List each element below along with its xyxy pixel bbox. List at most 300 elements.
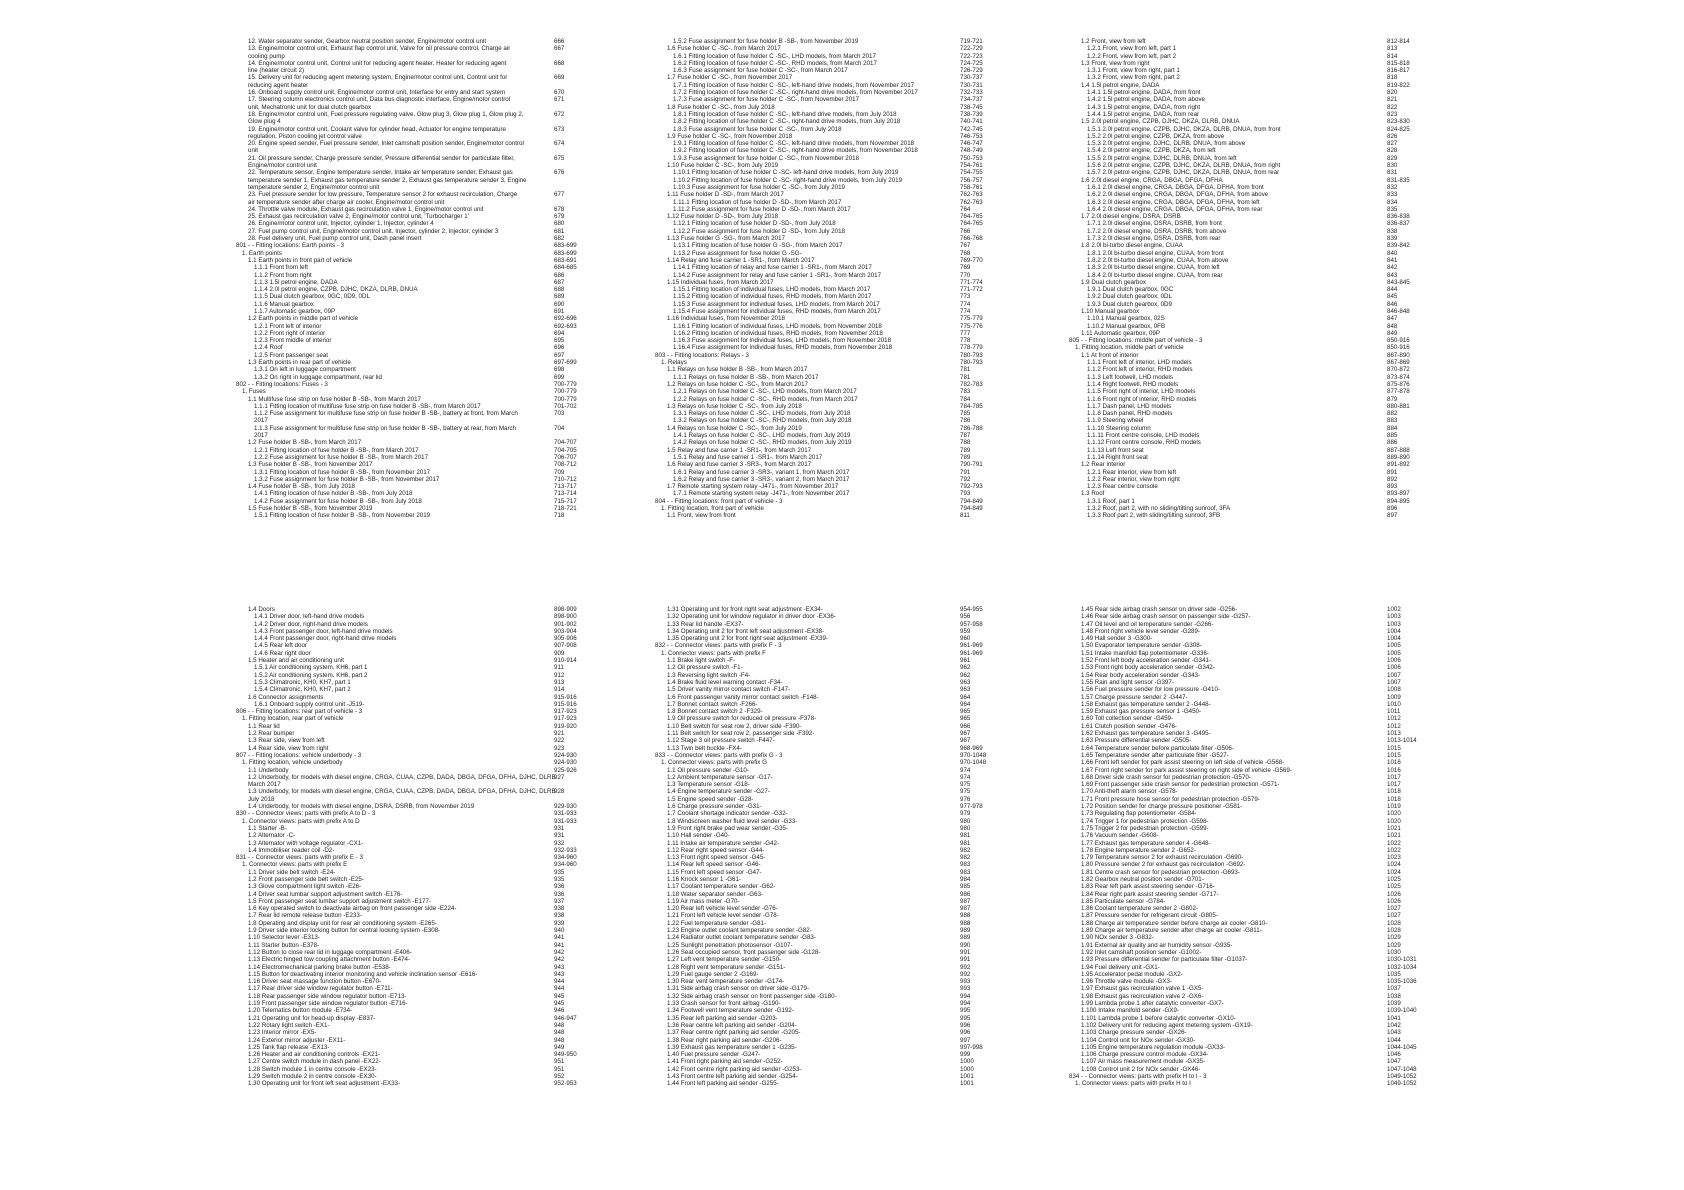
toc-entry-row[interactable] [655, 715, 995, 722]
toc-entry-row[interactable] [236, 949, 581, 956]
toc-entry-row[interactable] [655, 628, 995, 635]
toc-entry-row[interactable] [1069, 905, 1414, 912]
toc-entry-row[interactable] [1069, 942, 1414, 949]
toc-entry-row[interactable] [1069, 767, 1414, 774]
toc-entry-row[interactable] [655, 781, 995, 788]
toc-entry-row[interactable] [1069, 854, 1414, 861]
toc-entry-row[interactable] [655, 250, 995, 257]
toc-entry-row[interactable] [655, 439, 995, 446]
toc-entry-row[interactable] [1069, 155, 1414, 162]
toc-entry-row[interactable] [655, 1066, 995, 1073]
toc-entry-row[interactable] [236, 359, 581, 366]
toc-entry-row[interactable] [655, 1073, 995, 1080]
toc-section-row[interactable] [236, 242, 581, 249]
toc-entry-row[interactable] [655, 301, 995, 308]
toc-section-row[interactable] [236, 810, 581, 817]
toc-entry-row[interactable] [236, 701, 581, 708]
toc-entry-row[interactable] [236, 257, 581, 264]
toc-entry-row[interactable] [655, 191, 995, 198]
toc-entry-row[interactable] [1069, 796, 1414, 803]
toc-entry-row[interactable] [1069, 818, 1414, 825]
toc-entry-row[interactable] [655, 891, 995, 898]
toc-entry-row[interactable] [655, 490, 995, 497]
toc-entry-row[interactable] [236, 308, 581, 315]
toc-entry-row[interactable] [236, 220, 581, 227]
toc-entry-row[interactable] [655, 1007, 995, 1014]
toc-entry-row[interactable] [1069, 869, 1414, 876]
toc-entry-row[interactable] [1069, 286, 1414, 293]
toc-entry-row[interactable] [1069, 840, 1414, 847]
toc-entry-row[interactable] [236, 469, 581, 476]
toc-entry-row[interactable] [655, 788, 995, 795]
toc-entry-row[interactable] [655, 359, 995, 366]
toc-section-row[interactable] [655, 752, 995, 759]
toc-entry-row[interactable] [236, 650, 581, 657]
toc-entry-row[interactable] [236, 447, 581, 454]
toc-entry-row[interactable] [1069, 715, 1414, 722]
toc-entry-row[interactable] [655, 905, 995, 912]
toc-entry-row[interactable] [1069, 803, 1414, 810]
toc-entry-row[interactable] [1069, 366, 1414, 373]
toc-entry-row[interactable] [655, 723, 995, 730]
toc-entry-row[interactable] [655, 96, 995, 103]
toc-entry-row[interactable] [1069, 861, 1414, 868]
toc-entry-row[interactable] [236, 715, 581, 722]
toc-entry-row[interactable] [236, 199, 581, 206]
toc-entry-row[interactable] [655, 323, 995, 330]
toc-entry-row[interactable] [1069, 220, 1414, 227]
toc-entry-row[interactable] [655, 140, 995, 147]
toc-entry-row[interactable] [655, 818, 995, 825]
toc-entry-row[interactable] [1069, 664, 1414, 671]
toc-entry-row[interactable] [655, 111, 995, 118]
toc-entry-row[interactable] [1069, 883, 1414, 890]
toc-entry-row[interactable] [236, 818, 581, 825]
toc-entry-row[interactable] [1069, 679, 1414, 686]
toc-entry-row[interactable] [236, 344, 581, 351]
toc-entry-row[interactable] [1069, 825, 1414, 832]
toc-entry-row[interactable] [236, 723, 581, 730]
toc-entry-row[interactable] [1069, 774, 1414, 781]
toc-entry-row[interactable] [1069, 381, 1414, 388]
toc-entry-row[interactable] [655, 978, 995, 985]
toc-entry-row[interactable] [236, 177, 581, 184]
toc-entry-row[interactable] [655, 126, 995, 133]
toc-entry-row[interactable] [1069, 82, 1414, 89]
toc-section-row[interactable] [236, 708, 581, 715]
toc-entry-row[interactable] [1069, 912, 1414, 919]
toc-entry-row[interactable] [655, 694, 995, 701]
toc-entry-row[interactable] [655, 956, 995, 963]
toc-entry-row[interactable] [1069, 191, 1414, 198]
toc-entry-row[interactable] [236, 82, 581, 89]
toc-entry-row[interactable] [236, 337, 581, 344]
toc-entry-row[interactable] [1069, 45, 1414, 52]
toc-entry-row[interactable] [1069, 1065, 1417, 1073]
toc-entry-row[interactable] [1069, 461, 1414, 468]
toc-entry-row[interactable] [655, 199, 995, 206]
toc-entry-row[interactable] [655, 220, 995, 227]
toc-entry-row[interactable] [1069, 403, 1414, 410]
toc-entry-row[interactable] [655, 708, 995, 715]
toc-entry-row[interactable] [236, 89, 581, 96]
toc-entry-row[interactable] [236, 956, 581, 963]
toc-entry-row[interactable] [655, 45, 995, 52]
toc-entry-row[interactable] [655, 374, 995, 381]
toc-entry-row[interactable] [655, 759, 995, 766]
toc-entry-row[interactable] [1069, 483, 1414, 490]
toc-entry-row[interactable] [1069, 657, 1414, 664]
toc-entry-row[interactable] [236, 272, 581, 279]
toc-entry-row[interactable] [236, 74, 581, 81]
toc-entry-row[interactable] [236, 293, 581, 300]
toc-entry-row[interactable] [655, 447, 995, 454]
toc-entry-row[interactable] [655, 133, 995, 140]
toc-entry-row[interactable] [1069, 490, 1414, 497]
toc-section-row[interactable] [1069, 337, 1414, 344]
toc-entry-row[interactable] [236, 235, 581, 242]
toc-entry-row[interactable] [236, 366, 581, 373]
toc-entry-row[interactable] [655, 228, 995, 235]
toc-entry-row[interactable] [1069, 920, 1414, 927]
toc-entry-row[interactable] [236, 315, 581, 322]
toc-entry-row[interactable] [655, 257, 995, 264]
toc-entry-row[interactable] [1069, 96, 1414, 103]
toc-entry-row[interactable] [236, 454, 581, 461]
toc-entry-row[interactable] [1069, 454, 1414, 461]
toc-entry-row[interactable] [655, 476, 995, 483]
toc-entry-row[interactable] [236, 1007, 581, 1014]
toc-entry-row[interactable] [655, 883, 995, 890]
toc-entry-row[interactable] [236, 162, 581, 169]
toc-entry-row[interactable] [655, 213, 995, 220]
toc-entry-row[interactable] [655, 388, 995, 395]
toc-entry-row[interactable] [655, 38, 995, 45]
toc-entry-row[interactable] [236, 1058, 581, 1065]
toc-entry-row[interactable] [236, 374, 581, 381]
toc-entry-row[interactable] [1069, 978, 1417, 986]
toc-entry-row[interactable] [236, 388, 581, 395]
toc-entry-row[interactable] [655, 942, 995, 949]
toc-entry-row[interactable] [236, 461, 581, 468]
toc-entry-row[interactable] [1069, 512, 1414, 519]
toc-entry-row[interactable] [655, 53, 995, 60]
toc-entry-row[interactable] [236, 730, 581, 737]
toc-entry-row[interactable] [236, 737, 581, 744]
toc-entry-row[interactable] [655, 854, 995, 861]
toc-entry-row[interactable] [236, 898, 581, 905]
toc-entry-row[interactable] [1069, 1015, 1414, 1022]
toc-entry-row[interactable] [236, 140, 581, 147]
toc-entry-row[interactable] [655, 272, 995, 279]
toc-entry-row[interactable] [236, 635, 581, 642]
toc-entry-row[interactable] [236, 410, 581, 417]
toc-section-row[interactable] [655, 642, 995, 649]
toc-entry-row[interactable] [655, 927, 995, 934]
toc-entry-row[interactable] [1069, 330, 1414, 337]
toc-entry-row[interactable] [1069, 264, 1414, 271]
toc-entry-row[interactable] [236, 657, 581, 664]
toc-entry-row[interactable] [655, 657, 995, 664]
toc-entry-row[interactable] [1069, 1022, 1414, 1029]
toc-entry-row[interactable] [236, 825, 581, 832]
toc-entry-row[interactable] [1069, 745, 1414, 752]
toc-entry-row[interactable] [236, 96, 581, 103]
toc-entry-row[interactable] [236, 1029, 581, 1036]
toc-entry-row[interactable] [655, 461, 995, 468]
toc-entry-row[interactable] [236, 1051, 581, 1058]
toc-entry-row[interactable] [1069, 730, 1414, 737]
toc-entry-row[interactable] [1069, 447, 1414, 454]
toc-entry-row[interactable] [655, 235, 995, 242]
toc-entry-row[interactable] [655, 206, 995, 213]
toc-entry-row[interactable] [236, 861, 581, 868]
toc-entry-row[interactable] [236, 672, 581, 679]
toc-entry-row[interactable] [236, 250, 581, 257]
toc-entry-row[interactable] [1069, 396, 1414, 403]
toc-entry-row[interactable] [236, 803, 581, 810]
toc-entry-row[interactable] [236, 490, 581, 497]
toc-entry-row[interactable] [236, 67, 581, 74]
toc-entry-row[interactable] [1069, 1029, 1414, 1036]
toc-entry-row[interactable] [236, 1022, 581, 1029]
toc-entry-row[interactable] [1069, 89, 1414, 96]
toc-entry-row[interactable] [655, 425, 995, 432]
toc-section-row[interactable] [1069, 1073, 1417, 1080]
toc-entry-row[interactable] [655, 505, 995, 512]
toc-entry-row[interactable] [236, 912, 581, 919]
toc-entry-row[interactable] [236, 498, 581, 505]
toc-entry-row[interactable] [655, 1000, 995, 1007]
toc-entry-row[interactable] [655, 381, 995, 388]
toc-entry-row[interactable] [655, 767, 995, 774]
toc-entry-row[interactable] [236, 927, 581, 934]
toc-entry-row[interactable] [1069, 1058, 1414, 1065]
toc-entry-row[interactable] [655, 1015, 995, 1022]
toc-entry-row[interactable] [655, 60, 995, 67]
toc-entry-row[interactable] [236, 613, 581, 620]
toc-entry-row[interactable] [236, 694, 581, 701]
toc-entry-row[interactable] [236, 323, 581, 330]
toc-entry-row[interactable] [1069, 788, 1414, 795]
toc-entry-row[interactable] [236, 206, 581, 213]
toc-entry-row[interactable] [655, 1022, 995, 1029]
toc-entry-row[interactable] [1069, 993, 1414, 1000]
toc-entry-row[interactable] [1069, 67, 1414, 74]
toc-entry-row[interactable] [236, 891, 581, 898]
toc-entry-row[interactable] [236, 964, 581, 971]
toc-entry-row[interactable] [236, 111, 581, 118]
toc-entry-row[interactable] [1069, 737, 1417, 745]
toc-entry-row[interactable] [236, 1044, 581, 1051]
toc-entry-row[interactable] [655, 1037, 995, 1044]
toc-entry-row[interactable] [1069, 228, 1414, 235]
toc-entry-row[interactable] [1069, 1051, 1414, 1058]
toc-entry-row[interactable] [655, 279, 995, 286]
toc-entry-row[interactable] [236, 286, 581, 293]
toc-entry-row[interactable] [655, 985, 995, 992]
toc-entry-row[interactable] [655, 169, 995, 176]
toc-entry-row[interactable] [1069, 628, 1414, 635]
toc-section-row[interactable] [236, 854, 581, 861]
toc-entry-row[interactable] [655, 330, 995, 337]
toc-entry-row[interactable] [1069, 133, 1414, 140]
toc-section-row[interactable] [655, 352, 995, 359]
toc-entry-row[interactable] [236, 301, 581, 308]
toc-entry-row[interactable] [1069, 301, 1414, 308]
toc-entry-row[interactable] [236, 905, 581, 912]
toc-entry-row[interactable] [236, 133, 581, 140]
toc-entry-row[interactable] [1069, 257, 1414, 264]
toc-entry-row[interactable] [1069, 642, 1414, 649]
toc-entry-row[interactable] [236, 934, 581, 941]
toc-entry-row[interactable] [655, 679, 995, 686]
toc-entry-row[interactable] [655, 118, 995, 125]
toc-entry-row[interactable] [655, 432, 995, 439]
toc-entry-row[interactable] [655, 832, 995, 839]
toc-entry-row[interactable] [655, 774, 995, 781]
toc-entry-row[interactable] [236, 396, 581, 403]
toc-entry-row[interactable] [236, 847, 581, 854]
toc-entry-row[interactable] [236, 191, 581, 198]
toc-entry-row[interactable] [1069, 927, 1414, 934]
toc-entry-row[interactable] [655, 635, 995, 642]
toc-entry-row[interactable] [655, 796, 995, 803]
toc-entry-row[interactable] [1069, 374, 1414, 381]
toc-entry-row[interactable] [655, 898, 995, 905]
toc-entry-row[interactable] [236, 439, 581, 446]
toc-entry-row[interactable] [1069, 963, 1417, 971]
toc-entry-row[interactable] [236, 1080, 581, 1087]
toc-entry-row[interactable] [1069, 876, 1414, 883]
toc-entry-row[interactable] [1069, 184, 1414, 191]
toc-entry-row[interactable] [655, 1044, 995, 1051]
toc-entry-row[interactable] [1069, 686, 1414, 693]
toc-entry-row[interactable] [236, 606, 581, 613]
toc-entry-row[interactable] [655, 1051, 995, 1058]
toc-entry-row[interactable] [1069, 235, 1414, 242]
toc-entry-row[interactable] [236, 1073, 581, 1080]
toc-entry-row[interactable] [236, 876, 581, 883]
toc-entry-row[interactable] [236, 985, 581, 992]
toc-entry-row[interactable] [655, 810, 995, 817]
toc-entry-row[interactable] [655, 1080, 995, 1087]
toc-entry-row[interactable] [655, 104, 995, 111]
toc-entry-row[interactable] [236, 147, 581, 154]
toc-entry-row[interactable] [236, 832, 581, 839]
toc-section-row[interactable] [236, 381, 581, 388]
toc-entry-row[interactable] [236, 60, 581, 67]
toc-entry-row[interactable] [1069, 118, 1414, 125]
toc-entry-row[interactable] [655, 344, 995, 351]
toc-section-row[interactable] [655, 498, 995, 505]
toc-entry-row[interactable] [236, 1037, 581, 1044]
toc-entry-row[interactable] [1069, 308, 1414, 315]
toc-entry-row[interactable] [1069, 613, 1414, 620]
toc-entry-row[interactable] [236, 432, 581, 439]
toc-entry-row[interactable] [655, 67, 995, 74]
toc-entry-row[interactable] [655, 825, 995, 832]
toc-entry-row[interactable] [1069, 949, 1414, 956]
toc-entry-row[interactable] [655, 737, 995, 744]
toc-entry-row[interactable] [1069, 752, 1414, 759]
toc-entry-row[interactable] [1069, 352, 1414, 359]
toc-entry-row[interactable] [655, 1029, 995, 1036]
toc-entry-row[interactable] [236, 169, 581, 176]
toc-entry-row[interactable] [1069, 344, 1414, 351]
toc-entry-row[interactable] [236, 118, 581, 125]
toc-entry-row[interactable] [1069, 956, 1417, 964]
toc-entry-row[interactable] [655, 82, 995, 89]
toc-entry-row[interactable] [655, 483, 995, 490]
toc-entry-row[interactable] [655, 308, 995, 315]
toc-entry-row[interactable] [1069, 213, 1414, 220]
toc-entry-row[interactable] [236, 104, 581, 111]
toc-entry-row[interactable] [236, 759, 581, 766]
toc-entry-row[interactable] [1069, 60, 1414, 67]
toc-entry-row[interactable] [655, 701, 995, 708]
toc-entry-row[interactable] [236, 417, 581, 424]
toc-entry-row[interactable] [1069, 621, 1414, 628]
toc-entry-row[interactable] [1069, 832, 1414, 839]
toc-entry-row[interactable] [236, 774, 581, 781]
toc-entry-row[interactable] [1069, 1080, 1417, 1088]
toc-entry-row[interactable] [236, 869, 581, 876]
toc-entry-row[interactable] [1069, 126, 1414, 133]
toc-entry-row[interactable] [236, 505, 581, 512]
toc-entry-row[interactable] [655, 177, 995, 184]
toc-entry-row[interactable] [1069, 250, 1414, 257]
toc-entry-row[interactable] [236, 993, 581, 1000]
toc-entry-row[interactable] [1069, 694, 1414, 701]
toc-entry-row[interactable] [655, 730, 995, 737]
toc-entry-row[interactable] [236, 883, 581, 890]
toc-entry-row[interactable] [1069, 74, 1414, 81]
toc-entry-row[interactable] [236, 664, 581, 671]
toc-entry-row[interactable] [236, 512, 581, 519]
toc-entry-row[interactable] [655, 396, 995, 403]
toc-entry-row[interactable] [655, 264, 995, 271]
toc-entry-row[interactable] [236, 352, 581, 359]
toc-entry-row[interactable] [1069, 410, 1414, 417]
toc-entry-row[interactable] [236, 38, 581, 45]
toc-entry-row[interactable] [1069, 898, 1414, 905]
toc-entry-row[interactable] [236, 425, 581, 432]
toc-entry-row[interactable] [655, 803, 995, 810]
toc-entry-row[interactable] [655, 971, 995, 978]
toc-entry-row[interactable] [655, 155, 995, 162]
toc-entry-row[interactable] [655, 410, 995, 417]
toc-entry-row[interactable] [655, 469, 995, 476]
toc-entry-row[interactable] [655, 993, 995, 1000]
toc-entry-row[interactable] [1069, 323, 1414, 330]
toc-entry-row[interactable] [655, 869, 995, 876]
toc-entry-row[interactable] [236, 686, 581, 693]
toc-entry-row[interactable] [655, 949, 995, 956]
toc-entry-row[interactable] [236, 628, 581, 635]
toc-entry-row[interactable] [1069, 469, 1414, 476]
toc-entry-row[interactable] [1069, 1043, 1417, 1051]
toc-entry-row[interactable] [236, 228, 581, 235]
toc-entry-row[interactable] [655, 417, 995, 424]
toc-entry-row[interactable] [655, 454, 995, 461]
toc-entry-row[interactable] [1069, 635, 1414, 642]
toc-entry-row[interactable] [1069, 111, 1414, 118]
toc-entry-row[interactable] [236, 184, 581, 191]
toc-entry-row[interactable] [655, 920, 995, 927]
toc-entry-row[interactable] [236, 1015, 581, 1022]
toc-entry-row[interactable] [236, 642, 581, 649]
